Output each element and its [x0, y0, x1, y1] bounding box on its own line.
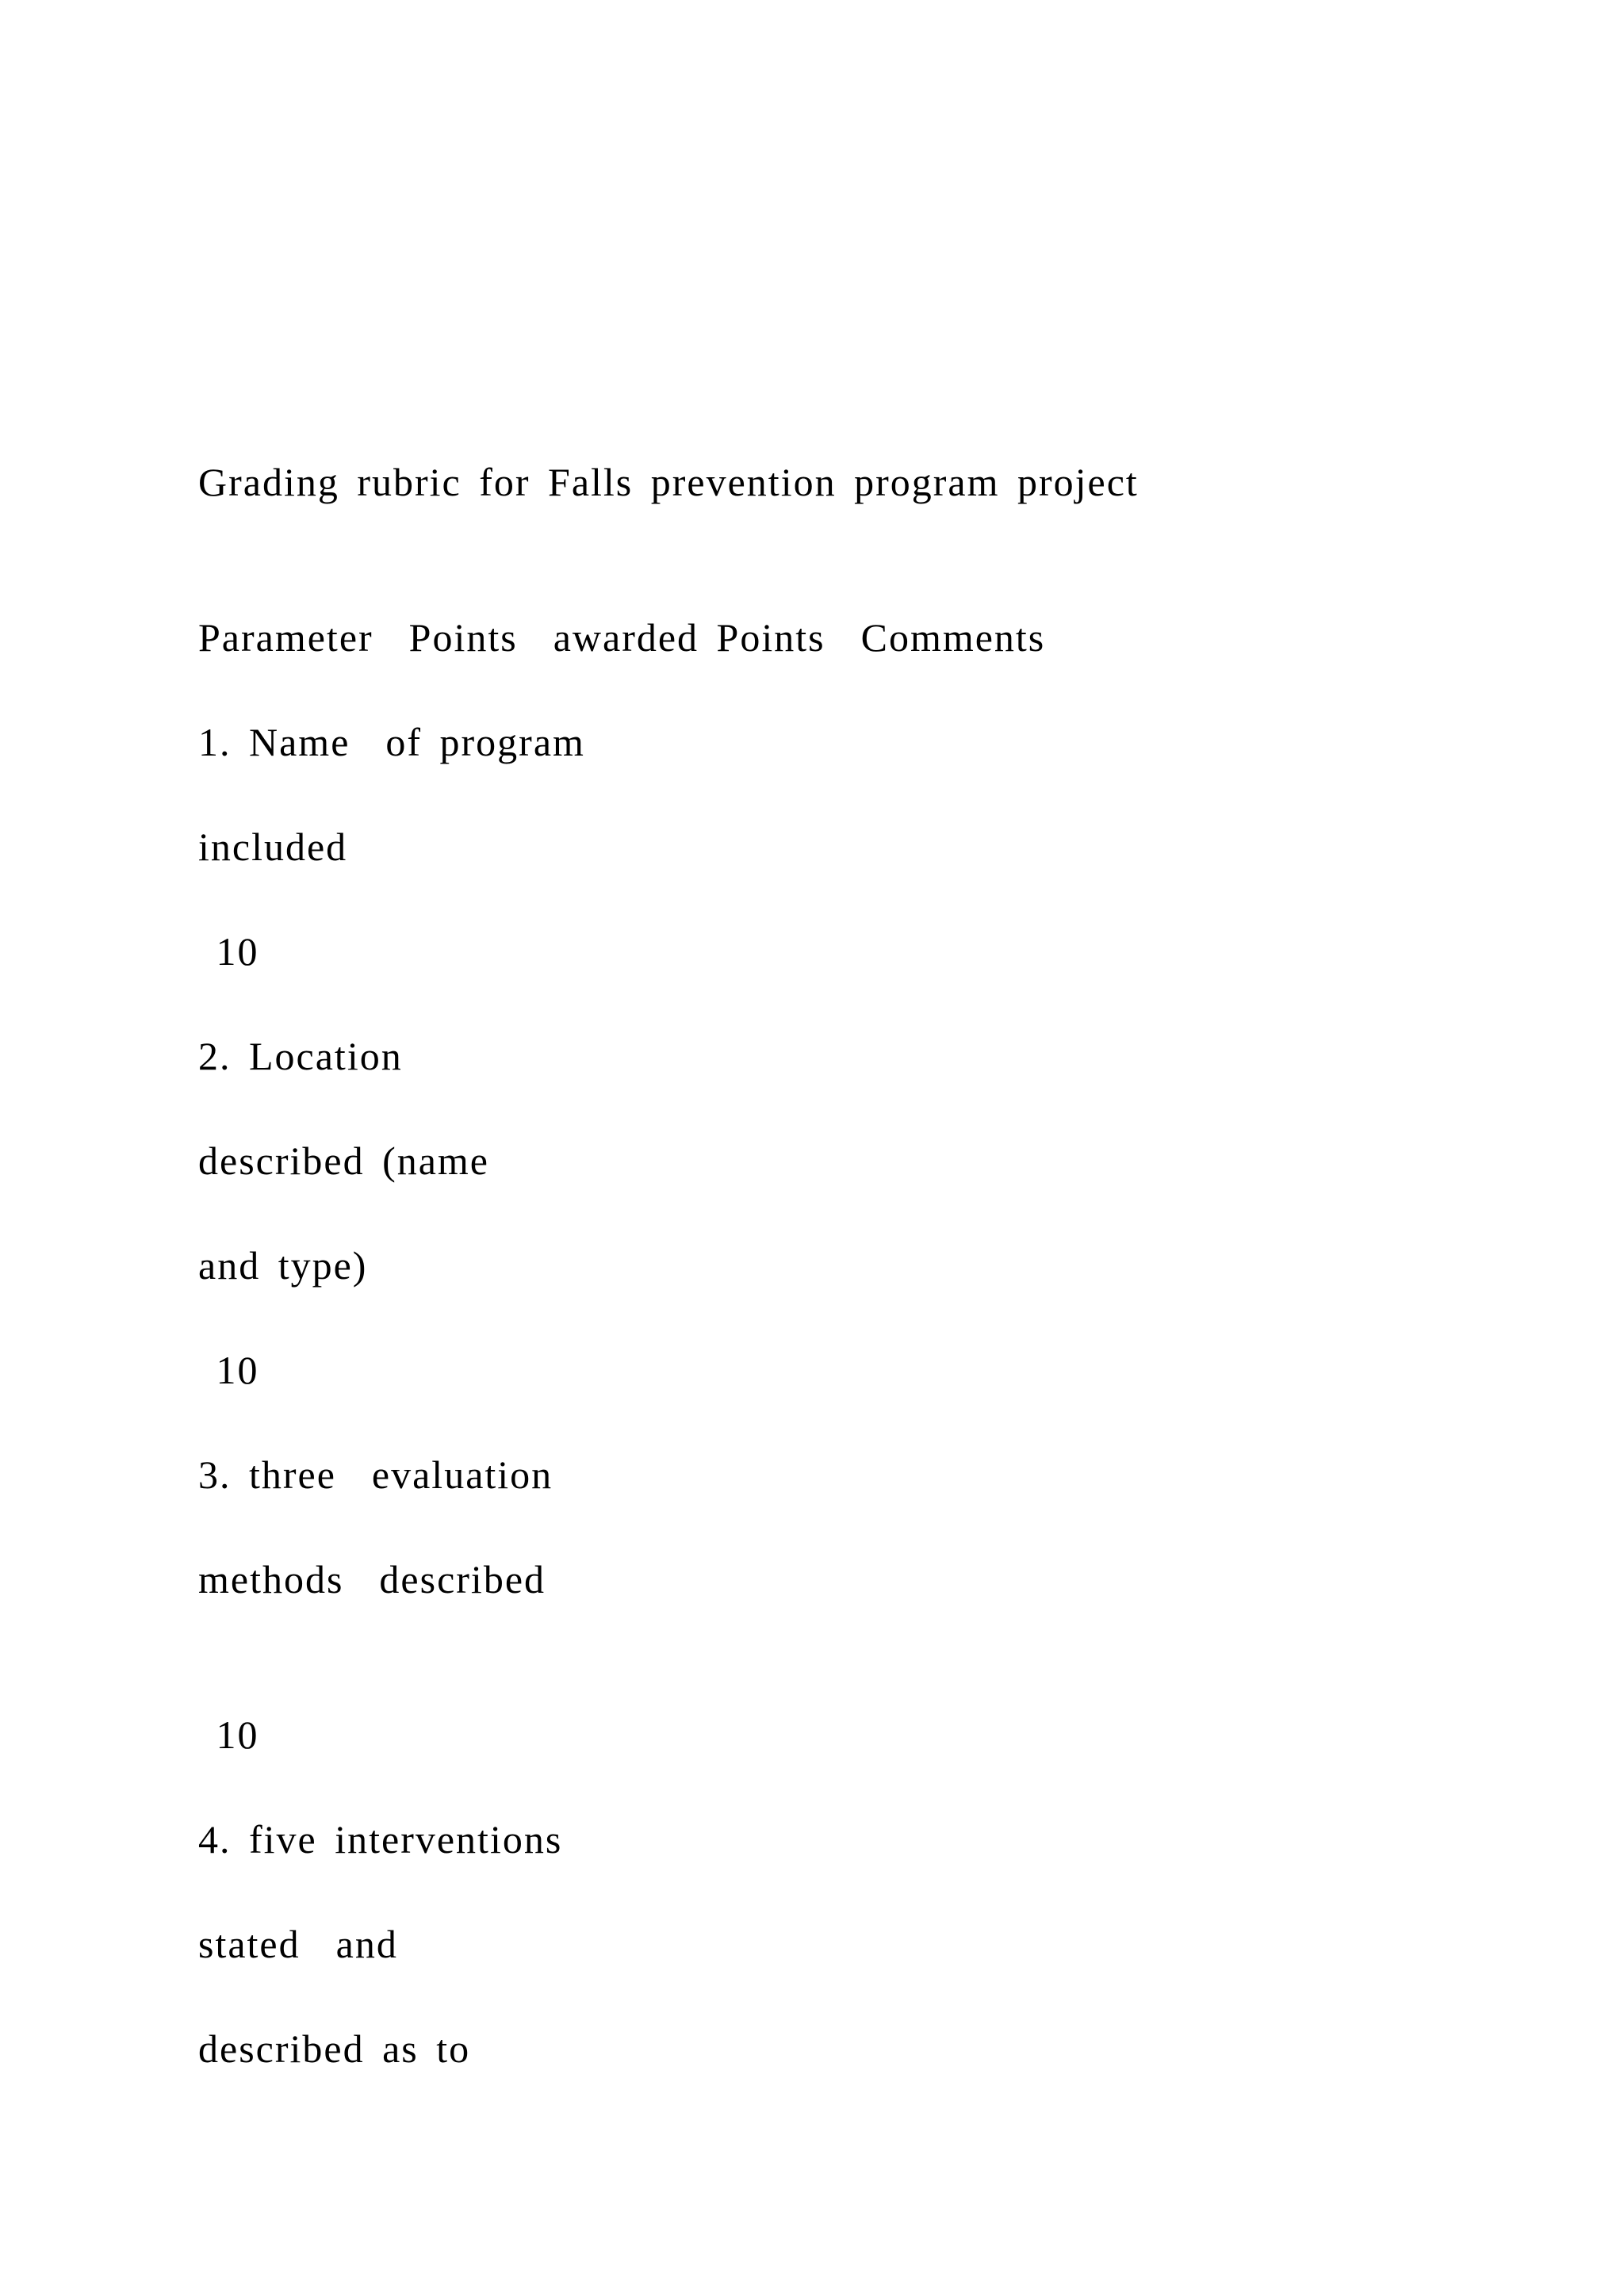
rubric-line: included [198, 825, 348, 869]
rubric-points: 10 [198, 1712, 259, 1757]
rubric-line: described as to [198, 2026, 471, 2071]
rubric-line: stated and [198, 1922, 398, 1966]
rubric-line: and type) [198, 1243, 368, 1288]
table-header-row: Parameter Points awarded Points Comments [198, 615, 1046, 660]
rubric-line: 3. three evaluation [198, 1452, 553, 1497]
rubric-line: methods described [198, 1557, 546, 1601]
rubric-line: 1. Name of program [198, 720, 585, 764]
rubric-line: 2. Location [198, 1034, 403, 1078]
document-title: Grading rubric for Falls prevention program project [198, 460, 1139, 504]
rubric-line: 4. five interventions [198, 1817, 563, 1862]
rubric-line: described (name [198, 1138, 490, 1183]
rubric-points: 10 [198, 1348, 259, 1392]
rubric-points: 10 [198, 929, 259, 974]
